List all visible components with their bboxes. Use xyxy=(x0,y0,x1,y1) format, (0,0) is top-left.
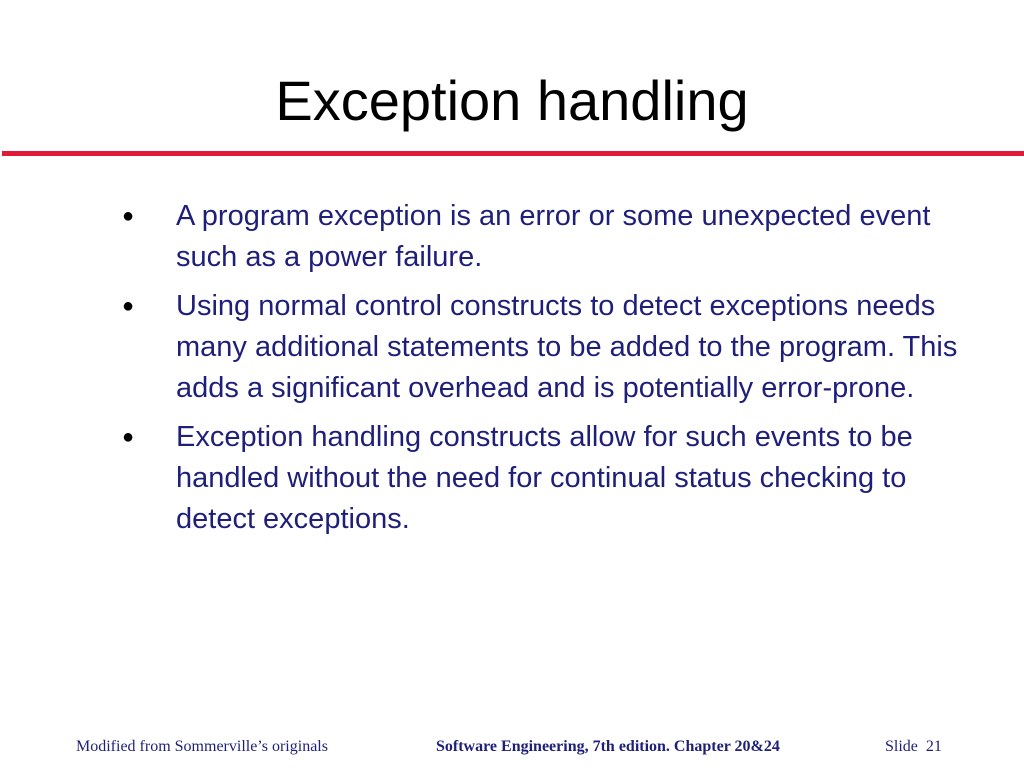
bullet-item xyxy=(118,286,978,409)
bullet-icon: ● xyxy=(122,205,135,227)
bullet-item xyxy=(118,417,978,540)
bullet-item xyxy=(118,196,978,278)
bullet-text: Using normal control constructs to detect exceptions needs many additional statements to be added to the program. This adds a significant overhead and is potentially error-prone. xyxy=(176,290,958,404)
bullet-icon: ● xyxy=(122,426,135,448)
bullet-text: Exception handling constructs allow for such events to be handled without the need for continual status checking to detect exceptions. xyxy=(176,421,913,535)
footer-slide-number xyxy=(885,737,942,757)
footer-course-title: Software Engineering, 7th edition. Chapter 20&24 xyxy=(436,738,780,755)
title-divider xyxy=(2,151,1024,156)
footer-attribution: Modified from Sommerville’s originals xyxy=(76,738,328,755)
bullet-list xyxy=(118,196,978,548)
slide-number: 21 xyxy=(925,738,942,755)
slide-title: Exception handling xyxy=(275,69,749,132)
bullet-text: A program exception is an error or some unexpected event such as a power failure. xyxy=(176,200,931,273)
slide-label: Slide xyxy=(885,738,918,755)
bullet-icon: ● xyxy=(122,295,135,317)
